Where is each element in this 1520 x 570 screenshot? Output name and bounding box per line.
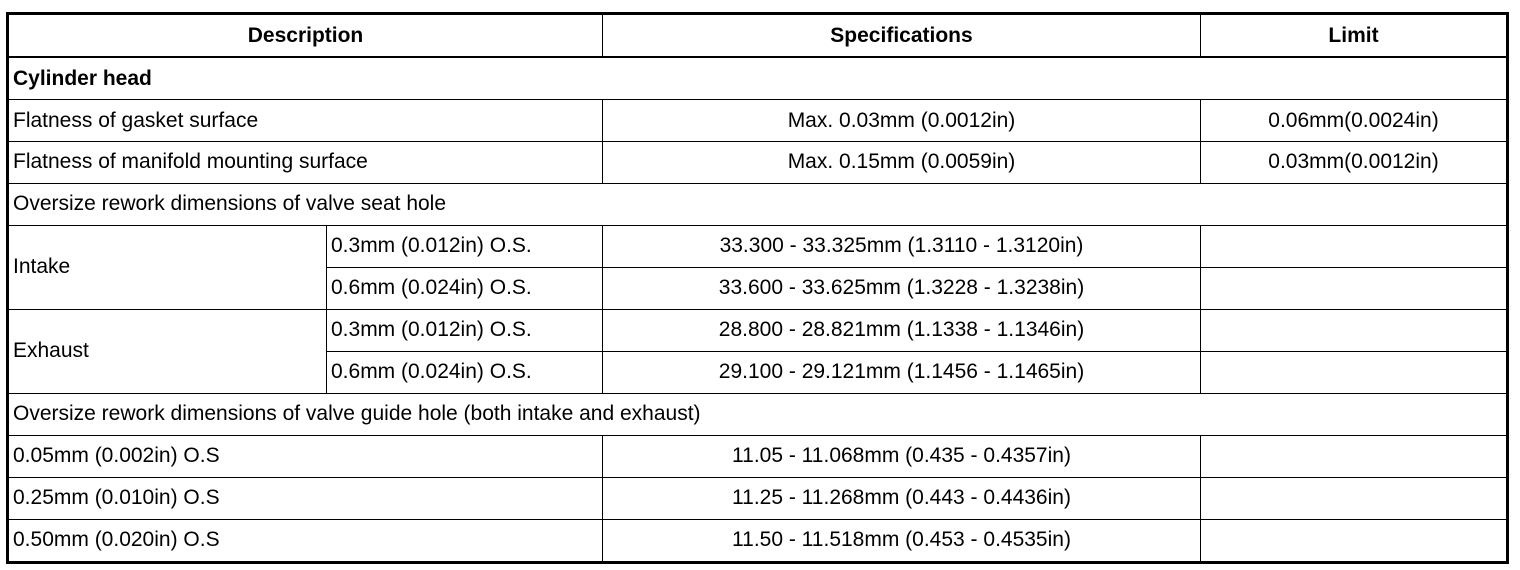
row-size: 0.05mm (0.002in) O.S (8, 435, 603, 477)
row-limit (1201, 267, 1508, 309)
table-row (8, 309, 1508, 351)
row-limit (1201, 519, 1508, 562)
row-spec: 33.300 - 33.325mm (1.3110 - 1.3120in) (603, 225, 1201, 267)
header-specifications: Specifications (603, 14, 1201, 58)
row-spec: 28.800 - 28.821mm (1.1338 - 1.1346in) (603, 309, 1201, 351)
row-spec: 33.600 - 33.625mm (1.3228 - 1.3238in) (603, 267, 1201, 309)
row-size: 0.6mm (0.024in) O.S. (327, 351, 603, 393)
section-row-valve-guide (8, 393, 1508, 435)
section-title: Oversize rework dimensions of valve guide hole (both intake and exhaust) (8, 393, 1508, 435)
section-row-cylinder-head (8, 57, 1508, 100)
row-limit (1201, 309, 1508, 351)
row-spec: 11.25 - 11.268mm (0.443 - 0.4436in) (603, 477, 1201, 519)
row-limit (1201, 435, 1508, 477)
row-limit: 0.03mm(0.0012in) (1201, 142, 1508, 184)
group-label-intake: Intake (8, 225, 327, 309)
row-spec: 11.05 - 11.068mm (0.435 - 0.4357in) (603, 435, 1201, 477)
row-limit: 0.06mm(0.0024in) (1201, 100, 1508, 142)
row-size: 0.6mm (0.024in) O.S. (327, 267, 603, 309)
row-limit (1201, 225, 1508, 267)
table-row (8, 100, 1508, 142)
row-size: 0.3mm (0.012in) O.S. (327, 225, 603, 267)
header-limit: Limit (1201, 14, 1508, 58)
table-row (8, 225, 1508, 267)
row-label: Flatness of manifold mounting surface (8, 142, 603, 184)
header-description: Description (8, 14, 603, 58)
row-size: 0.25mm (0.010in) O.S (8, 477, 603, 519)
table-row (8, 435, 1508, 477)
row-spec: 29.100 - 29.121mm (1.1456 - 1.1465in) (603, 351, 1201, 393)
row-spec: Max. 0.15mm (0.0059in) (603, 142, 1201, 184)
row-limit (1201, 477, 1508, 519)
section-title: Oversize rework dimensions of valve seat hole (8, 183, 1508, 225)
row-spec: Max. 0.03mm (0.0012in) (603, 100, 1201, 142)
row-size: 0.50mm (0.020in) O.S (8, 519, 603, 562)
row-spec: 11.50 - 11.518mm (0.453 - 0.4535in) (603, 519, 1201, 562)
row-label: Flatness of gasket surface (8, 100, 603, 142)
row-limit (1201, 351, 1508, 393)
table-row (8, 142, 1508, 184)
section-title: Cylinder head (8, 57, 1508, 100)
row-size: 0.3mm (0.012in) O.S. (327, 309, 603, 351)
table-row (8, 519, 1508, 562)
specification-table (6, 12, 1509, 564)
header-row (8, 14, 1508, 58)
section-row-valve-seat (8, 183, 1508, 225)
table-row (8, 477, 1508, 519)
group-label-exhaust: Exhaust (8, 309, 327, 393)
